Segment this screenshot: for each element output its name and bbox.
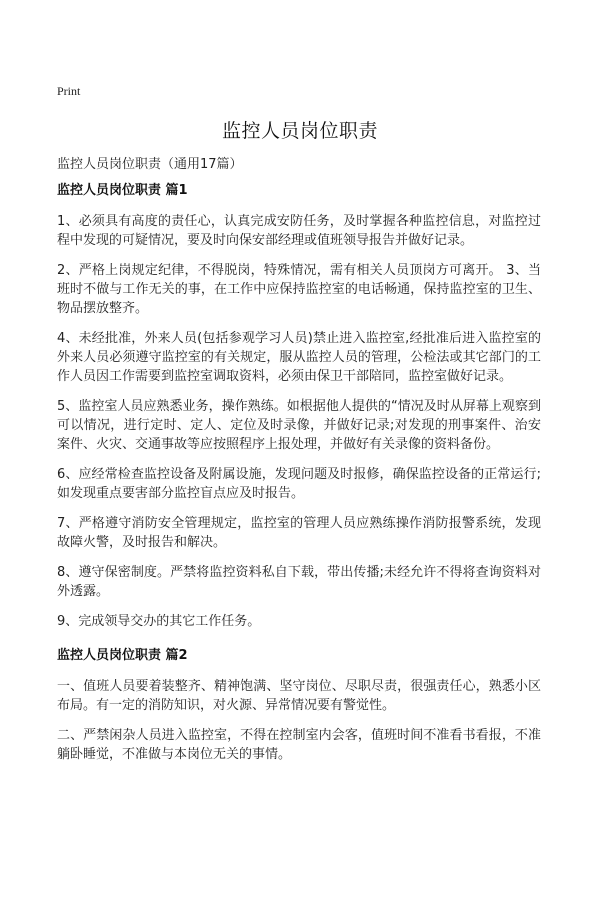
paragraph: 2、严格上岗规定纪律，不得脱岗，特殊情况，需有相关人员顶岗方可离开。 3、当班时不做与工作无关的事，在工作中应保持监控室的电话畅通，保持监控室的卫生、物品摆放整齐。 (57, 263, 541, 316)
document-subtitle: 监控人员岗位职责（通用17篇） (57, 157, 243, 172)
paragraph: 5、监控室人员应熟悉业务，操作熟练。如根据他人提供的“情况及时从屏幕上观察到可以情况，进行定时、定人、定位及时录像，并做好记录;对发现的刑事案件、治安案件、火灾、交通事故等应按照程序上报处理，并做好有关录像的资料备份。 (57, 399, 541, 452)
paragraph: 二、严禁闲杂人员进入监控室，不得在控制室内会客，值班时间不准看书看报，不准躺卧睡觉，不准做与本岗位无关的事情。 (57, 728, 541, 762)
paragraph: 4、未经批准，外来人员(包括参观学习人员)禁止进入监控室,经批准后进入监控室的外来人员必须遵守监控室的有关规定，服从监控人员的管理，公检法或其它部门的工作人员因工作需要到监控室调取资料，必须由保卫干部陪同，监控室做好记录。 (57, 331, 541, 384)
document-content (57, 182, 541, 775)
print-link[interactable]: Print (57, 84, 81, 98)
paragraph: 6、应经常检查监控设备及附属设施，发现问题及时报修，确保监控设备的正常运行;如发现重点要害部分监控盲点应及时报告。 (57, 467, 541, 501)
paragraph: 9、完成领导交办的其它工作任务。 (57, 614, 261, 629)
section-heading: 监控人员岗位职责 篇2 (57, 648, 188, 663)
paragraph: 一、值班人员要着装整齐、精神饱满、坚守岗位、尽职尽责，很强责任心，熟悉小区布局。有一定的消防知识，对火源、异常情况要有警觉性。 (57, 679, 541, 713)
section-heading: 监控人员岗位职责 篇1 (57, 183, 188, 198)
section-2 (57, 647, 541, 764)
paragraph: 8、遵守保密制度。严禁将监控资料私自下载，带出传播;未经允许不得将查询资料对外透露。 (57, 565, 541, 599)
section-1 (57, 182, 541, 631)
paragraph: 1、必须具有高度的责任心，认真完成安防任务，及时掌握各种监控信息，对监控过程中发现的可疑情况，要及时向保安部经理或值班领导报告并做好记录。 (57, 214, 541, 248)
document-title: 监控人员岗位职责 (221, 120, 378, 142)
paragraph: 7、严格遵守消防安全管理规定，监控室的管理人员应熟练操作消防报警系统，发现故障火警，及时报告和解决。 (57, 516, 541, 550)
